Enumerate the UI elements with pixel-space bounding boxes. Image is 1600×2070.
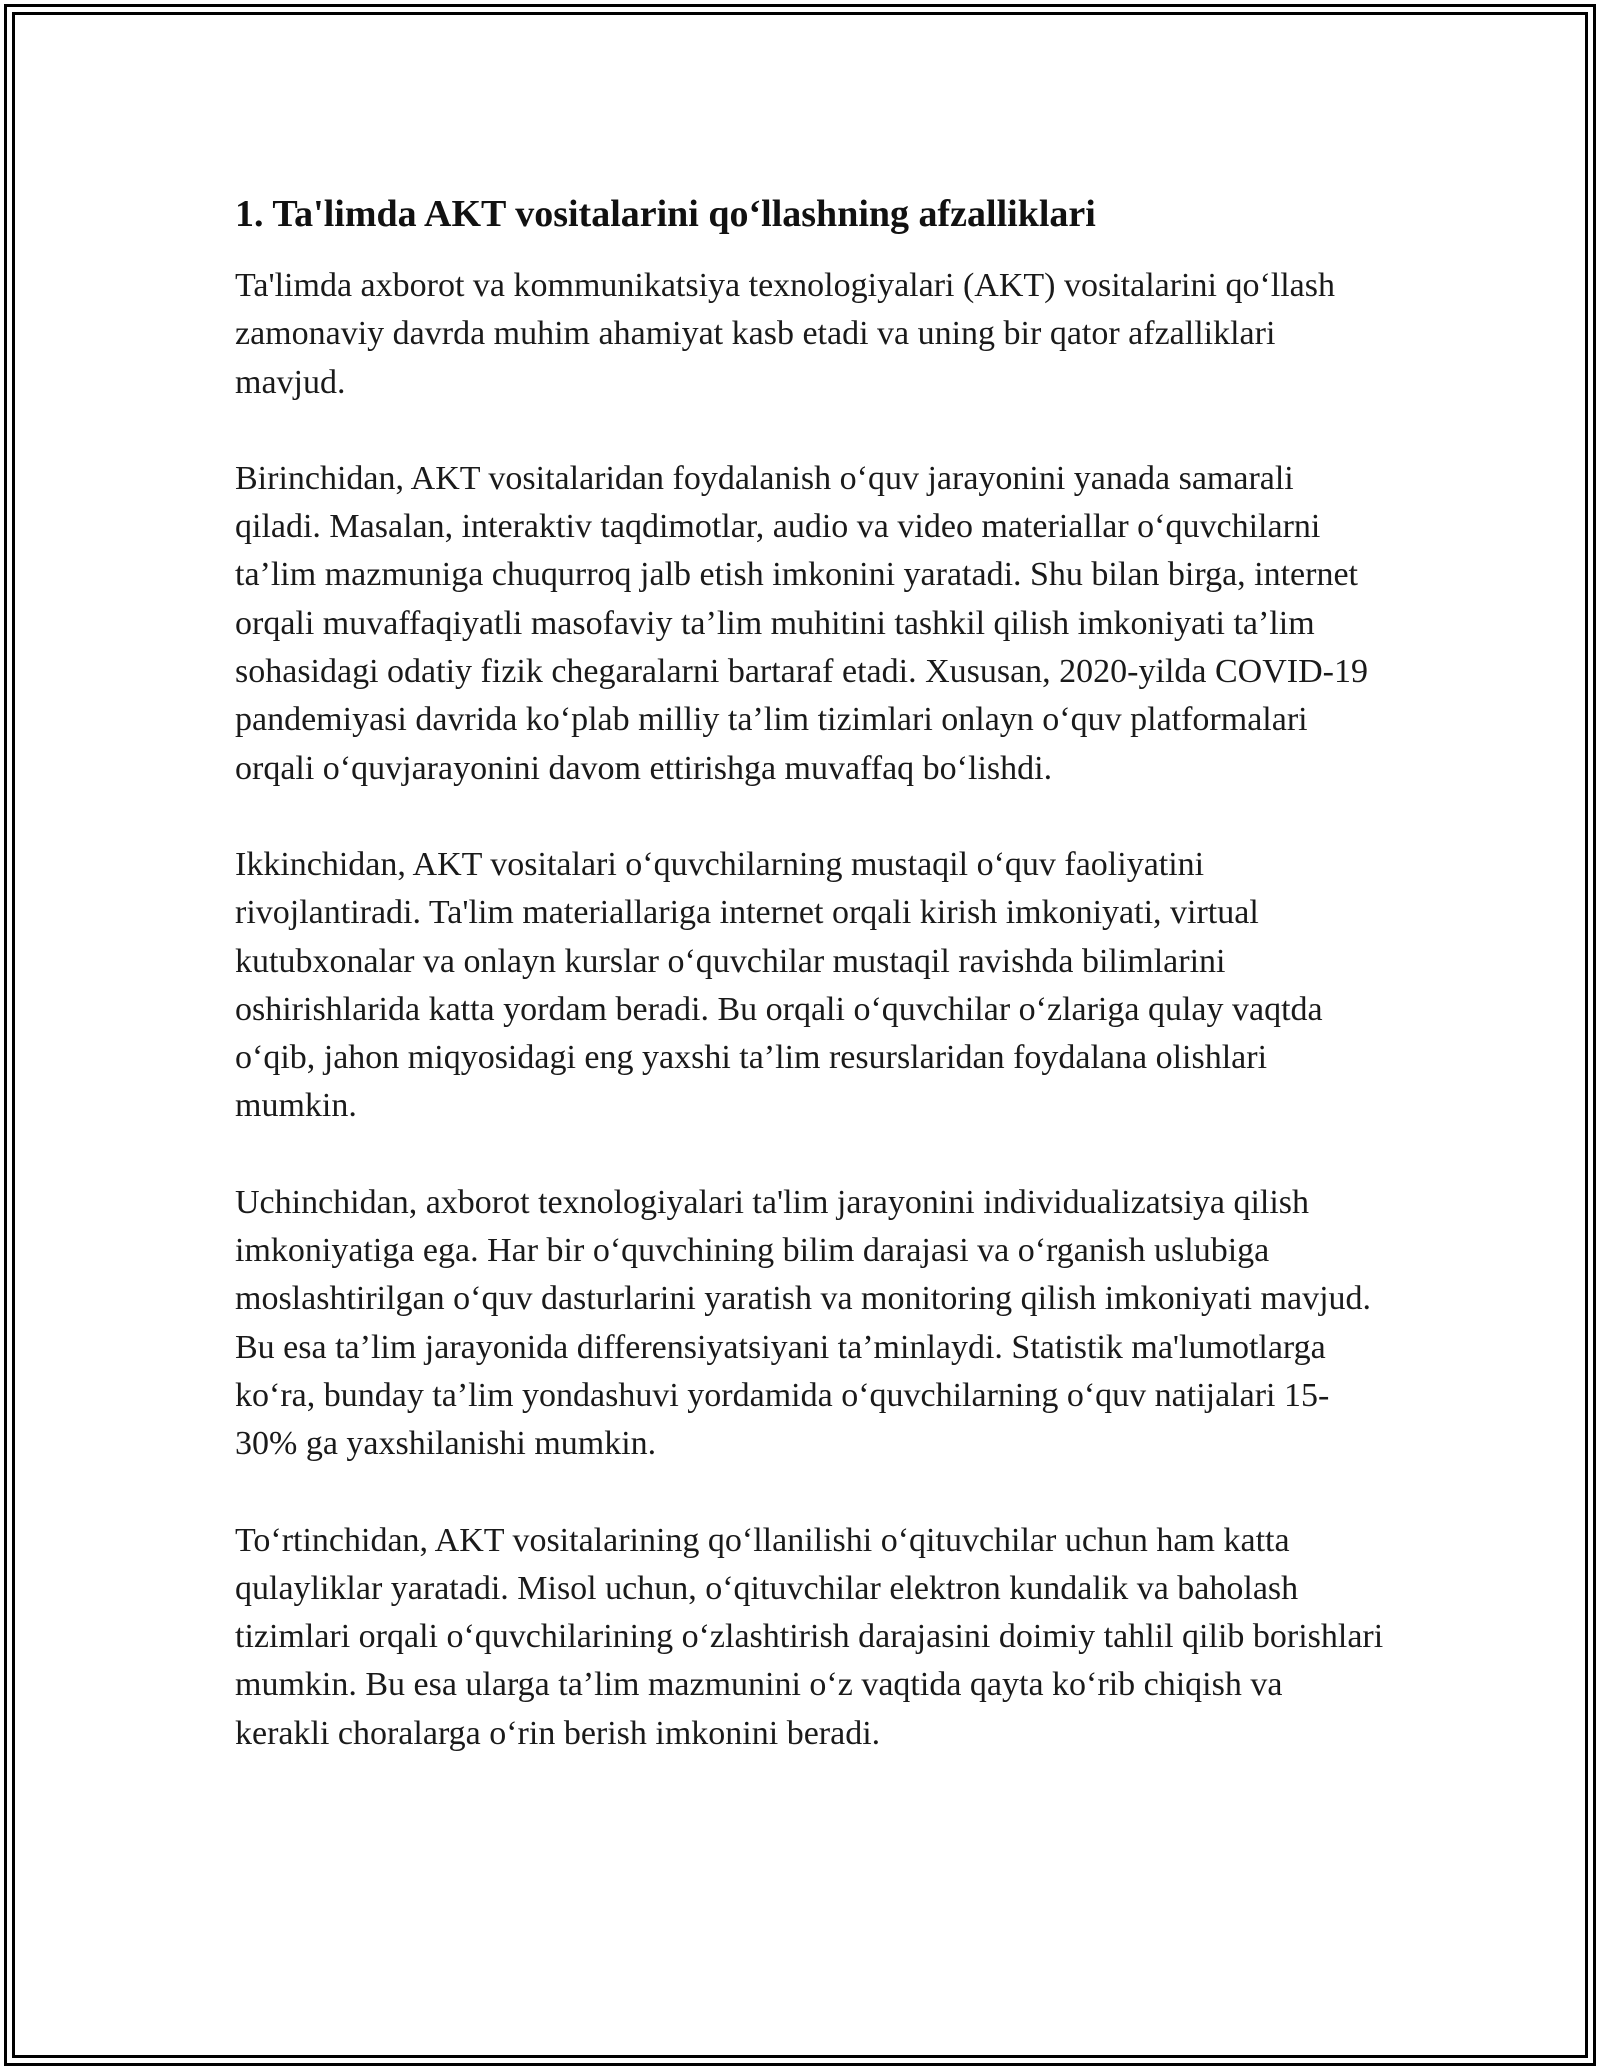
paragraph-third-advantage: Uchinchidan, axborot texnologiyalari ta'lim jarayonini individualizatsiya qilish imkoniyatiga ega. Har bir o‘quvchining bilim darajasi va o‘rganish uslubiga moslashtirilgan o‘quv dasturlarini yaratish va monitoring qilish imkoniyati mavjud. Bu esa ta’lim jarayonida differensiyatsiyani ta’minlaydi. Statistik ma'lumotlarga ko‘ra, bunday ta’lim yondashuvi yordamida o‘quvchilarning o‘quv natijalari 15-30% ga yaxshilanishi mumkin. — [235, 1183, 1372, 1463]
paragraph-intro: Ta'limda axborot va kommunikatsiya texnologiyalari (AKT) vositalarini qo‘llash zamonaviy davrda muhim ahamiyat kasb etadi va uning bir qator afzalliklari mavjud. — [235, 267, 1335, 401]
paragraph-second-advantage: Ikkinchidan, AKT vositalari o‘quvchilarning mustaqil o‘quv faoliyatini rivojlantiradi. Ta'lim materiallariga internet orqali kirish imkoniyati, virtual kutubxonalar va onlayn kurslar o‘quvchilar mustaqil ravishda bilimlarini oshirishlarida katta yordam beradi. Bu orqali o‘quvchilar o‘zlariga qulay vaqtda o‘qib, jahon miqyosidagi eng yaxshi ta’lim resurslaridan foydalana olishlari mumkin. — [235, 845, 1323, 1125]
paragraph-fourth-advantage: To‘rtinchidan, AKT vositalarining qo‘llanilishi o‘qituvchilar uchun ham katta qulayliklar yaratadi. Misol uchun, o‘qituvchilar elektron kundalik va baholash tizimlari orqali o‘quvchilarining o‘zlashtirish darajasini doimiy tahlil qilib borishlari mumkin. Bu esa ularga ta’lim mazmunini o‘z vaqtida qayta ko‘rib chiqish va kerakli choralarga o‘rin berish imkonini beradi. — [235, 1521, 1384, 1752]
section-heading: 1. Ta'limda AKT vositalarini qo‘llashning afzalliklari — [235, 193, 1096, 235]
document-body — [235, 188, 1385, 1806]
paragraph-first-advantage: Birinchidan, AKT vositalaridan foydalanish o‘quv jarayonini yanada samarali qiladi. Masalan, interaktiv taqdimotlar, audio va video materiallar o‘quvchilarni ta’lim mazmuniga chuqurroq jalb etish imkonini yaratadi. Shu bilan birga, internet orqali muvaffaqiyatli masofaviy ta’lim muhitini tashkil qilish imkoniyati ta’lim sohasidagi odatiy fizik chegaralarni bartaraf etadi. Xususan, 2020-yilda COVID-19 pandemiyasi davrida ko‘plab milliy ta’lim tizimlari onlayn o‘quv platformalari orqali o‘quvjarayonini davom ettirishga muvaffaq bo‘lishdi. — [235, 459, 1368, 787]
